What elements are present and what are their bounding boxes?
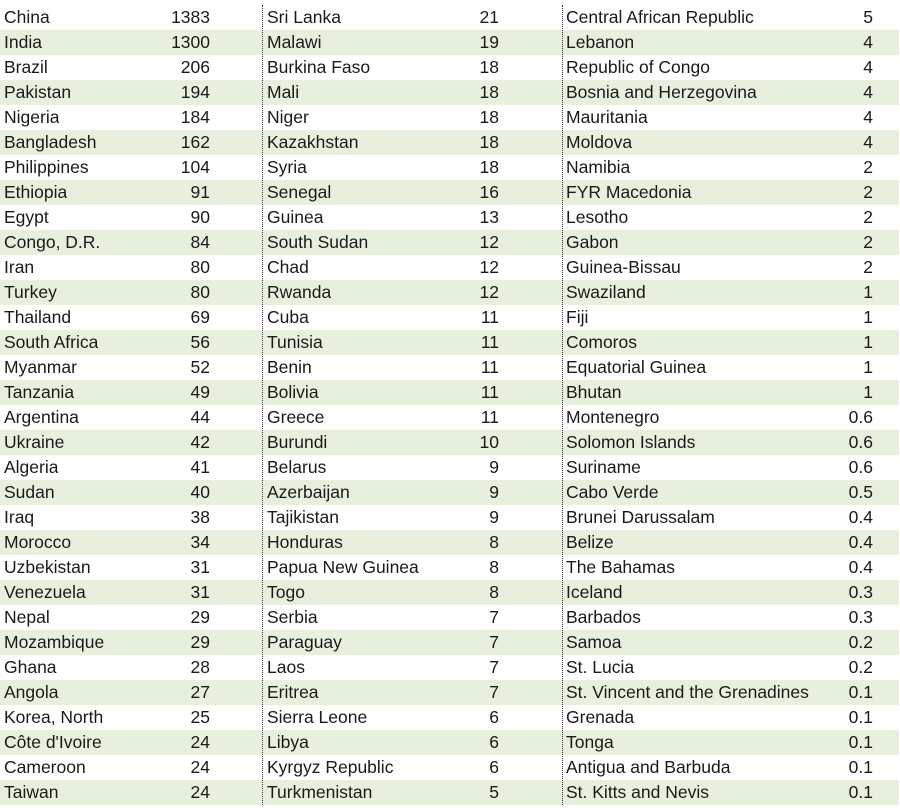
table-row bbox=[0, 730, 262, 755]
country-value: 206 bbox=[180, 57, 210, 77]
country-name: Benin bbox=[267, 357, 312, 377]
table-row bbox=[0, 630, 262, 655]
country-name: Iran bbox=[4, 257, 35, 277]
country-name: Ghana bbox=[4, 657, 57, 677]
country-value: 1 bbox=[863, 382, 873, 402]
table-column-3 bbox=[562, 5, 899, 805]
country-value: 13 bbox=[479, 207, 499, 227]
country-name: Tanzania bbox=[4, 382, 75, 402]
table-row bbox=[263, 105, 563, 130]
table-row bbox=[563, 755, 899, 780]
country-name: Turkmenistan bbox=[267, 782, 373, 802]
table-row bbox=[563, 380, 899, 405]
country-value: 11 bbox=[480, 332, 499, 352]
country-value: 29 bbox=[190, 607, 210, 627]
table-row bbox=[563, 530, 899, 555]
table-row bbox=[263, 80, 563, 105]
country-name: Morocco bbox=[4, 532, 72, 552]
country-name: Thailand bbox=[4, 307, 72, 327]
table-row bbox=[0, 605, 262, 630]
table-row bbox=[0, 330, 262, 355]
country-value: 80 bbox=[190, 257, 210, 277]
country-name: Congo, D.R. bbox=[4, 232, 101, 252]
table-row bbox=[263, 255, 563, 280]
table-row bbox=[563, 305, 899, 330]
table-row bbox=[263, 205, 563, 230]
country-value: 9 bbox=[489, 507, 499, 527]
country-name: Central African Republic bbox=[566, 7, 754, 27]
country-value: 19 bbox=[479, 32, 499, 52]
table-row bbox=[263, 130, 563, 155]
table-row bbox=[263, 680, 563, 705]
country-name: Bangladesh bbox=[4, 132, 97, 152]
table-row bbox=[563, 480, 899, 505]
table-row bbox=[263, 580, 563, 605]
country-value: 0.1 bbox=[848, 732, 873, 752]
country-value: 11 bbox=[480, 307, 499, 327]
table-row bbox=[563, 55, 899, 80]
country-name: Samoa bbox=[566, 632, 622, 652]
table-row bbox=[0, 55, 262, 80]
table-row bbox=[563, 5, 899, 30]
country-value: 4 bbox=[863, 107, 873, 127]
table-row bbox=[263, 605, 563, 630]
country-name: Sri Lanka bbox=[267, 7, 341, 27]
country-name: Nepal bbox=[4, 607, 50, 627]
table-row bbox=[0, 655, 262, 680]
country-name: Papua New Guinea bbox=[267, 557, 419, 577]
table-row bbox=[563, 30, 899, 55]
country-value: 27 bbox=[190, 682, 210, 702]
table-row bbox=[263, 355, 563, 380]
table-row bbox=[563, 605, 899, 630]
table-row bbox=[563, 680, 899, 705]
table-row bbox=[563, 230, 899, 255]
country-value: 80 bbox=[190, 282, 210, 302]
country-name: Mali bbox=[267, 82, 300, 102]
table-row bbox=[563, 405, 899, 430]
country-value: 104 bbox=[180, 157, 210, 177]
country-name: Pakistan bbox=[4, 82, 72, 102]
table-row bbox=[563, 655, 899, 680]
table-row bbox=[263, 755, 563, 780]
country-value: 11 bbox=[480, 407, 499, 427]
table-row bbox=[0, 680, 262, 705]
country-name: Barbados bbox=[566, 607, 641, 627]
country-value: 10 bbox=[479, 432, 499, 452]
country-value: 21 bbox=[479, 7, 499, 27]
country-name: Azerbaijan bbox=[267, 482, 350, 502]
country-value: 0.3 bbox=[848, 607, 873, 627]
country-value: 8 bbox=[489, 582, 499, 602]
country-name: India bbox=[4, 32, 42, 52]
country-name: Solomon Islands bbox=[566, 432, 696, 452]
country-value: 16 bbox=[479, 182, 499, 202]
country-name: Chad bbox=[267, 257, 309, 277]
country-value: 38 bbox=[190, 507, 210, 527]
country-value: 42 bbox=[190, 432, 210, 452]
table-row bbox=[263, 380, 563, 405]
table-row bbox=[263, 530, 563, 555]
country-value: 2 bbox=[863, 257, 873, 277]
country-value: 11 bbox=[480, 382, 499, 402]
table-row bbox=[0, 780, 262, 805]
country-name: Algeria bbox=[4, 457, 59, 477]
country-value: 0.1 bbox=[848, 757, 873, 777]
table-row bbox=[263, 180, 563, 205]
table-column-1 bbox=[0, 5, 262, 805]
table-row bbox=[263, 655, 563, 680]
table-row bbox=[263, 305, 563, 330]
country-value: 56 bbox=[190, 332, 210, 352]
country-value: 8 bbox=[489, 557, 499, 577]
table-row bbox=[0, 455, 262, 480]
table-row bbox=[263, 5, 563, 30]
country-name: Greece bbox=[267, 407, 325, 427]
country-value: 18 bbox=[479, 107, 499, 127]
country-name: St. Vincent and the Grenadines bbox=[566, 682, 809, 702]
country-name: Bosnia and Herzegovina bbox=[566, 82, 757, 102]
country-value: 0.4 bbox=[848, 532, 873, 552]
table-row bbox=[0, 205, 262, 230]
country-name: Comoros bbox=[566, 332, 637, 352]
country-name: Suriname bbox=[566, 457, 641, 477]
country-name: Belarus bbox=[267, 457, 327, 477]
table-row bbox=[0, 380, 262, 405]
country-name: Argentina bbox=[4, 407, 79, 427]
table-row bbox=[263, 630, 563, 655]
country-name: Iraq bbox=[4, 507, 35, 527]
country-name: South Africa bbox=[4, 332, 99, 352]
country-name: St. Lucia bbox=[566, 657, 635, 677]
country-name: Laos bbox=[267, 657, 305, 677]
country-value: 4 bbox=[863, 57, 873, 77]
country-name: Ethiopia bbox=[4, 182, 68, 202]
country-value: 0.6 bbox=[848, 457, 873, 477]
country-name: Paraguay bbox=[267, 632, 342, 652]
table-row bbox=[563, 455, 899, 480]
table-row bbox=[563, 780, 899, 805]
table-row bbox=[0, 155, 262, 180]
country-name: Lebanon bbox=[566, 32, 635, 52]
country-value: 91 bbox=[190, 182, 210, 202]
country-value: 4 bbox=[863, 32, 873, 52]
table-row bbox=[0, 580, 262, 605]
country-name: Ukraine bbox=[4, 432, 65, 452]
country-value: 18 bbox=[479, 82, 499, 102]
country-name: Sudan bbox=[4, 482, 55, 502]
country-value: 5 bbox=[863, 7, 873, 27]
table-column-2 bbox=[262, 5, 563, 805]
country-name: Taiwan bbox=[4, 782, 59, 802]
table-row bbox=[263, 330, 563, 355]
country-value: 18 bbox=[479, 57, 499, 77]
country-name: Fiji bbox=[566, 307, 589, 327]
table-row bbox=[0, 255, 262, 280]
country-name: Grenada bbox=[566, 707, 635, 727]
country-name: Brazil bbox=[4, 57, 48, 77]
country-name: Sierra Leone bbox=[267, 707, 368, 727]
table-row bbox=[263, 55, 563, 80]
country-name: Turkey bbox=[4, 282, 57, 302]
table-row bbox=[0, 430, 262, 455]
country-name: Senegal bbox=[267, 182, 332, 202]
country-value: 2 bbox=[863, 232, 873, 252]
country-value: 29 bbox=[190, 632, 210, 652]
table-row bbox=[563, 555, 899, 580]
country-name: Myanmar bbox=[4, 357, 77, 377]
country-value: 12 bbox=[479, 257, 499, 277]
table-row bbox=[0, 755, 262, 780]
country-name: Guinea-Bissau bbox=[566, 257, 681, 277]
country-name: Belize bbox=[566, 532, 614, 552]
country-value: 84 bbox=[190, 232, 210, 252]
country-value: 49 bbox=[190, 382, 210, 402]
table-row bbox=[563, 155, 899, 180]
table-row bbox=[563, 630, 899, 655]
country-name: Korea, North bbox=[4, 707, 104, 727]
country-value: 44 bbox=[190, 407, 210, 427]
country-value: 6 bbox=[489, 707, 499, 727]
country-name: Kazakhstan bbox=[267, 132, 359, 152]
country-name: Moldova bbox=[566, 132, 633, 152]
country-name: Cameroon bbox=[4, 757, 86, 777]
country-value: 0.1 bbox=[848, 782, 873, 802]
table-row bbox=[563, 430, 899, 455]
country-value: 1 bbox=[863, 307, 873, 327]
table-row bbox=[0, 280, 262, 305]
country-value: 2 bbox=[863, 157, 873, 177]
country-name: Iceland bbox=[566, 582, 623, 602]
table-row bbox=[0, 305, 262, 330]
table-row bbox=[263, 780, 563, 805]
country-value: 24 bbox=[190, 782, 210, 802]
table-row bbox=[563, 255, 899, 280]
table-row bbox=[563, 580, 899, 605]
table-row bbox=[0, 355, 262, 380]
table-row bbox=[263, 30, 563, 55]
country-value: 24 bbox=[190, 732, 210, 752]
table-row bbox=[263, 230, 563, 255]
country-name: Bolivia bbox=[267, 382, 319, 402]
country-name: Togo bbox=[267, 582, 305, 602]
country-value: 1 bbox=[863, 332, 873, 352]
table-row bbox=[563, 105, 899, 130]
country-name: Burundi bbox=[267, 432, 328, 452]
country-value: 18 bbox=[479, 157, 499, 177]
country-value: 0.4 bbox=[848, 507, 873, 527]
country-name: Mozambique bbox=[4, 632, 105, 652]
table-row bbox=[563, 355, 899, 380]
country-value: 24 bbox=[190, 757, 210, 777]
table-row bbox=[0, 5, 262, 30]
country-name: Guinea bbox=[267, 207, 324, 227]
table-row bbox=[0, 180, 262, 205]
country-value: 194 bbox=[180, 82, 210, 102]
country-name: Egypt bbox=[4, 207, 49, 227]
country-value: 12 bbox=[479, 282, 499, 302]
table-row bbox=[563, 205, 899, 230]
country-name: Libya bbox=[267, 732, 309, 752]
table-row bbox=[263, 455, 563, 480]
table-row bbox=[263, 480, 563, 505]
country-value: 31 bbox=[190, 557, 210, 577]
country-name: Cuba bbox=[267, 307, 309, 327]
country-name: Brunei Darussalam bbox=[566, 507, 715, 527]
country-name: Côte d'Ivoire bbox=[4, 732, 102, 752]
country-value: 2 bbox=[863, 207, 873, 227]
table-row bbox=[263, 730, 563, 755]
table-row bbox=[0, 505, 262, 530]
country-name: Eritrea bbox=[267, 682, 319, 702]
table-row bbox=[0, 30, 262, 55]
country-name: Lesotho bbox=[566, 207, 629, 227]
country-name: Honduras bbox=[267, 532, 343, 552]
country-value: 31 bbox=[190, 582, 210, 602]
country-name: Republic of Congo bbox=[566, 57, 710, 77]
table-row bbox=[563, 80, 899, 105]
table-row bbox=[263, 280, 563, 305]
country-value: 40 bbox=[190, 482, 210, 502]
table-row bbox=[563, 505, 899, 530]
country-name: Niger bbox=[267, 107, 309, 127]
country-value: 7 bbox=[489, 607, 499, 627]
country-name: Namibia bbox=[566, 157, 631, 177]
country-value: 184 bbox=[180, 107, 210, 127]
table-row bbox=[263, 505, 563, 530]
table-row bbox=[0, 405, 262, 430]
country-value: 0.6 bbox=[848, 407, 873, 427]
country-name: China bbox=[4, 7, 50, 27]
country-value: 18 bbox=[479, 132, 499, 152]
country-name: Tajikistan bbox=[267, 507, 339, 527]
table-row bbox=[0, 105, 262, 130]
country-value: 28 bbox=[190, 657, 210, 677]
table-row bbox=[563, 730, 899, 755]
country-name: Equatorial Guinea bbox=[566, 357, 707, 377]
country-name: Uzbekistan bbox=[4, 557, 91, 577]
table-row bbox=[0, 480, 262, 505]
country-table bbox=[0, 5, 900, 805]
country-name: FYR Macedonia bbox=[566, 182, 692, 202]
table-row bbox=[263, 405, 563, 430]
country-name: Serbia bbox=[267, 607, 318, 627]
country-name: Burkina Faso bbox=[267, 57, 371, 77]
country-value: 1383 bbox=[171, 7, 210, 27]
country-name: Malawi bbox=[267, 32, 322, 52]
country-value: 9 bbox=[489, 457, 499, 477]
table-row bbox=[563, 180, 899, 205]
country-name: Antigua and Barbuda bbox=[566, 757, 731, 777]
country-name: Kyrgyz Republic bbox=[267, 757, 394, 777]
country-value: 7 bbox=[489, 632, 499, 652]
country-name: Cabo Verde bbox=[566, 482, 659, 502]
country-value: 2 bbox=[863, 182, 873, 202]
table-row bbox=[563, 330, 899, 355]
table-row bbox=[0, 230, 262, 255]
country-value: 34 bbox=[190, 532, 210, 552]
country-value: 0.2 bbox=[848, 632, 873, 652]
country-value: 25 bbox=[190, 707, 210, 727]
country-value: 1300 bbox=[171, 32, 210, 52]
country-value: 11 bbox=[480, 357, 499, 377]
country-value: 9 bbox=[489, 482, 499, 502]
country-name: The Bahamas bbox=[566, 557, 675, 577]
country-value: 4 bbox=[863, 82, 873, 102]
country-value: 1 bbox=[863, 282, 873, 302]
country-value: 41 bbox=[190, 457, 210, 477]
table-row bbox=[263, 555, 563, 580]
country-value: 0.6 bbox=[848, 432, 873, 452]
table-row bbox=[263, 430, 563, 455]
country-name: Tonga bbox=[566, 732, 614, 752]
table-row bbox=[0, 530, 262, 555]
country-name: Swaziland bbox=[566, 282, 646, 302]
table-row bbox=[0, 130, 262, 155]
country-name: Montenegro bbox=[566, 407, 660, 427]
country-value: 0.4 bbox=[848, 557, 873, 577]
country-name: Mauritania bbox=[566, 107, 648, 127]
country-value: 162 bbox=[180, 132, 210, 152]
country-name: South Sudan bbox=[267, 232, 369, 252]
country-name: Rwanda bbox=[267, 282, 332, 302]
country-name: Philippines bbox=[4, 157, 89, 177]
country-value: 6 bbox=[489, 732, 499, 752]
table-row bbox=[0, 705, 262, 730]
country-value: 0.5 bbox=[848, 482, 873, 502]
country-name: Angola bbox=[4, 682, 59, 702]
country-value: 8 bbox=[489, 532, 499, 552]
country-value: 7 bbox=[489, 682, 499, 702]
country-value: 52 bbox=[190, 357, 210, 377]
country-name: St. Kitts and Nevis bbox=[566, 782, 709, 802]
table-row bbox=[263, 705, 563, 730]
table-row bbox=[563, 130, 899, 155]
country-name: Bhutan bbox=[566, 382, 622, 402]
country-name: Nigeria bbox=[4, 107, 60, 127]
country-value: 7 bbox=[489, 657, 499, 677]
country-name: Tunisia bbox=[267, 332, 323, 352]
country-value: 4 bbox=[863, 132, 873, 152]
country-value: 0.2 bbox=[848, 657, 873, 677]
country-name: Syria bbox=[267, 157, 307, 177]
country-value: 69 bbox=[190, 307, 210, 327]
country-value: 90 bbox=[190, 207, 210, 227]
country-value: 0.1 bbox=[848, 682, 873, 702]
country-value: 5 bbox=[489, 782, 499, 802]
country-name: Gabon bbox=[566, 232, 619, 252]
table-row bbox=[0, 555, 262, 580]
country-value: 0.1 bbox=[848, 707, 873, 727]
country-name: Venezuela bbox=[4, 582, 86, 602]
country-value: 1 bbox=[863, 357, 873, 377]
country-value: 6 bbox=[489, 757, 499, 777]
country-value: 0.3 bbox=[848, 582, 873, 602]
table-row bbox=[0, 80, 262, 105]
table-row bbox=[563, 705, 899, 730]
country-value: 12 bbox=[479, 232, 499, 252]
table-row bbox=[263, 155, 563, 180]
table-row bbox=[563, 280, 899, 305]
